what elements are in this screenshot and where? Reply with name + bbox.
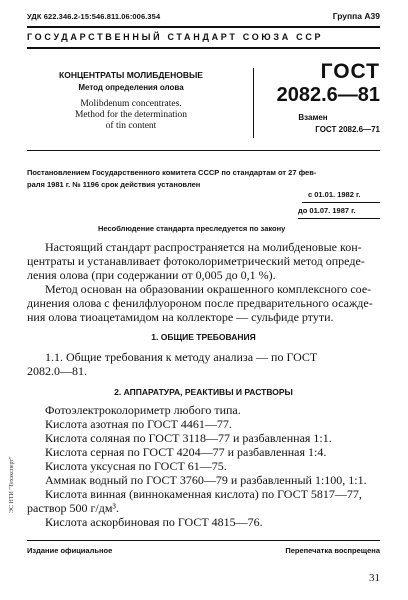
- date-underline: [298, 218, 380, 219]
- list-item: Кислота аскорбиновая по ГОСТ 4815—76.: [45, 515, 263, 529]
- text-line: динения олова с фенилфлуороном после предварительного осажде-: [27, 296, 373, 310]
- gost-label: ГОСТ: [320, 60, 380, 83]
- text-line: Настоящий стандарт распространяется на молибденовые кон-: [45, 240, 362, 254]
- band-rule: [27, 47, 380, 49]
- text-line: ления олова (при содержании от 0,005 до 0,1 %).: [27, 268, 276, 282]
- english-title-line: Method for the determination: [74, 110, 188, 120]
- edition-label: Издание официальное: [27, 546, 113, 555]
- replaces-value: ГОСТ 2082.6—71: [315, 125, 380, 134]
- english-title: [40, 99, 222, 132]
- document-title: КОНЦЕНТРАТЫ МОЛИБДЕНОВЫЕ: [59, 70, 203, 80]
- date-underline: [302, 202, 380, 203]
- text-line: 2082.0—81.: [27, 364, 87, 378]
- section-heading: 2. АППАРАТУРА, РЕАКТИВЫ И РАСТВОРЫ: [114, 387, 293, 397]
- list-item: Кислота азотная по ГОСТ 4461—77.: [45, 417, 232, 431]
- section-2-list: [27, 403, 385, 529]
- text-line: ния олова тиоацетамидом на коллекторе — сульфиде ртути.: [27, 310, 334, 324]
- reprint-notice: Перепечатка воспрещена: [285, 546, 380, 555]
- decree-line: раля 1981 г. № 1196 срок действия установлен: [27, 180, 201, 189]
- list-item: Кислота соляная по ГОСТ 3118—77 и разбавленная 1:1.: [45, 431, 332, 445]
- list-item: Аммиак водный по ГОСТ 3760—79 и разбавленный 1:100, 1:1.: [45, 473, 367, 487]
- intro-paragraph: [27, 240, 380, 324]
- replaces-label: Взамен: [298, 113, 328, 122]
- title-divider: [253, 68, 254, 138]
- list-item: раствор 500 г/дм³.: [27, 501, 120, 515]
- section-heading: 1. ОБЩИЕ ТРЕБОВАНИЯ: [151, 332, 256, 342]
- english-title-line: Molibdenum concentrates.: [80, 99, 182, 109]
- side-stamp: ЭС НТИ "Техэксперт": [9, 456, 15, 513]
- list-item: Кислота серная по ГОСТ 4204—77 и разбавленная 1:4.: [45, 445, 327, 459]
- effective-to: до 01.07. 1987 г.: [298, 206, 356, 215]
- effective-from: с 01.01. 1982 г.: [308, 190, 361, 199]
- decree-line: Постановлением Государственного комитета СССР по стандартам от 27 фев-: [27, 168, 317, 177]
- standard-band: ГОСУДАРСТВЕННЫЙ СТАНДАРТ СОЮЗА ССР: [27, 32, 324, 42]
- page-number: 31: [369, 572, 380, 584]
- document-subtitle: Метод определения олова: [78, 83, 184, 92]
- section-1-text: [27, 350, 380, 378]
- list-item: Фотоэлектроколориметр любого типа.: [45, 403, 241, 417]
- list-item: Кислота уксусная по ГОСТ 61—75.: [45, 459, 227, 473]
- text-line: Метод основан на образовании окрашенного комплексного сое-: [45, 282, 372, 296]
- english-title-line: of tin content: [105, 121, 157, 131]
- udk-code: УДК 622.346.2-15:546.811.06:006.354: [27, 12, 161, 21]
- text-line: центраты и устанавливает фотоколориметрический метод опреде-: [27, 254, 365, 268]
- group-code: Группа А39: [332, 11, 380, 21]
- footer-rule: [27, 540, 380, 541]
- list-item: Кислота винная (виннокаменная кислота) по ГОСТ 5817—77,: [45, 487, 362, 501]
- decree-rule: [27, 150, 380, 151]
- top-rule: [27, 26, 380, 28]
- legal-notice: Несоблюдение стандарта преследуется по закону: [98, 224, 286, 233]
- text-line: 1.1. Общие требования к методу анализа — по ГОСТ: [45, 350, 318, 364]
- gost-number: 2082.6—81: [276, 84, 380, 106]
